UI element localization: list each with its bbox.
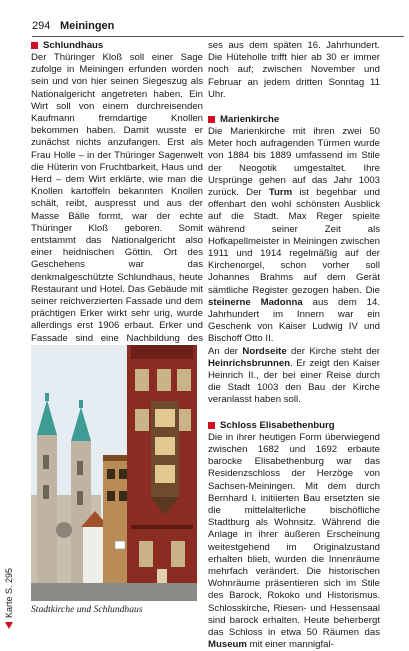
section-heading-schloss: Schloss Elisabethenburg [208, 420, 380, 432]
right-column [208, 40, 380, 651]
page-number: 294 [32, 20, 51, 32]
continued-text: ses aus dem späten 16. Jahrhundert. Die Hüteholle trifft hier ab 30 er immer noch auf; zwischen November und Februar an jedem dritten Sonntag 11 Uhr. [208, 40, 380, 100]
marienkirche-text: Die Marienkirche mit ihren zwei 50 Meter hoch aufragenden Türmen wurde von 1884 bis 1889 umfassend im Stile der Neogotik umgestaltet. Ihre Ursprünge gehen auf das Jahr 1003 zurück. Der Turm ist begehbar und offenbart den wohl schönsten Ausblick auf die Stadt. Max Reger spielte während seiner Zeit als Hofkapellmeister in Meiningen zwischen 1911 und 1914 regelmäßig auf der Kirchenorgel, schon vorher soll Johannes Brahms auf dem Gerät sämtliche Register gezogen haben. Die steinerne Madonna aus dem 14. Jahrhundert im Innern war ein Geschenk von Kaiser Ludwig IV und Bischoff Otto II. [208, 126, 380, 345]
keyword-museum: Museum [208, 639, 247, 651]
heinrichsbrunnen-text: An der Nordseite der Kirche steht der Heinrichsbrunnen. Er zeigt den Kaiser Heinrich II., der bei einer Reise durch die Stadt 1003 den Bau der Kirche veranlasst haben soll. [208, 345, 380, 406]
section-heading-marienkirche: Marienkirche [208, 114, 380, 126]
section-heading-schlundhaus: Schlundhaus [31, 40, 203, 52]
keyword-madonna: steinerne Madonna [208, 296, 303, 308]
photo-caption: Stadtkirche und Schlundhaus [31, 604, 143, 615]
photo-stadtkirche [31, 345, 197, 601]
map-reference-text: Karte S. 295 [4, 567, 14, 618]
keyword-turm: Turm [268, 187, 293, 199]
map-reference [3, 560, 15, 630]
left-column [31, 40, 203, 357]
page-header [32, 18, 404, 37]
schlundhaus-text: Der Thüringer Kloß soll einer Sage zufolge in Meiningen erfunden worden sein und von hier seinen Siegeszug als Nationalgericht angetreten haben. Ein Wirt soll von einem durchreisenden Kaufmann fremdartige Knollen bekommen haben. Damit wusste er zunächst nichts anzufangen. Erst als Frau Holle – in der Thüringer Sagenwelt die Hüterin von Fruchtbarkeit, Haus und Herd – dem Wirt erklärte, wie man die Knollen kartoffeln bekannten Knollen schält, reibt, auspresst und aus der Masse Bälle formt, war der echte Thüringer Kloß geboren. Somit entstammt das Nationalgericht also einer heidnischen Göttin. Ort des Geschehens war das denkmalgeschützte Schlundhaus, heute Restaurant und Hotel. Das Gebäude mit seiner reichverzierten Fassade und dem prächtigen Erker wirkt sehr urig, wurde allerdings erst 1906 erbaut. Erker und Fassade sind eine Nachbildung des [31, 52, 203, 344]
keyword-nordseite: Nordseite [242, 345, 287, 357]
triangle-marker-icon [5, 622, 13, 629]
photo-illustration [31, 345, 197, 601]
keyword-heinrichsbrunnen: Heinrichsbrunnen [208, 357, 291, 369]
schloss-text: Die in ihrer heutigen Form überwiegend zwischen 1682 und 1692 erbaute barocke Elisabethenburg war das Residenzschloss der Herzöge von Sachsen-Meiningen. Mit dem durch Bernhard I. initiierten Bau ersetzten sie die mittelalterliche bischöfliche Stadtburg als Wohnsitz. Während die Anlage in ihrer äußeren Erscheinung weitestgehend im Originalzustand erhalten blieb, wurden die Innenräume mehrfach verändert. Die historischen Wohnräume präsentieren sich im Stile des Barock, Rokoko und Historismus. Schlosskirche, Riesen- und Hessensaal sind barock erhalten. Heute beherbergt das Schloss in etwa 50 Räumen das Museum mit einer mannigfal- [208, 431, 380, 651]
page-title: Meiningen [60, 20, 115, 32]
